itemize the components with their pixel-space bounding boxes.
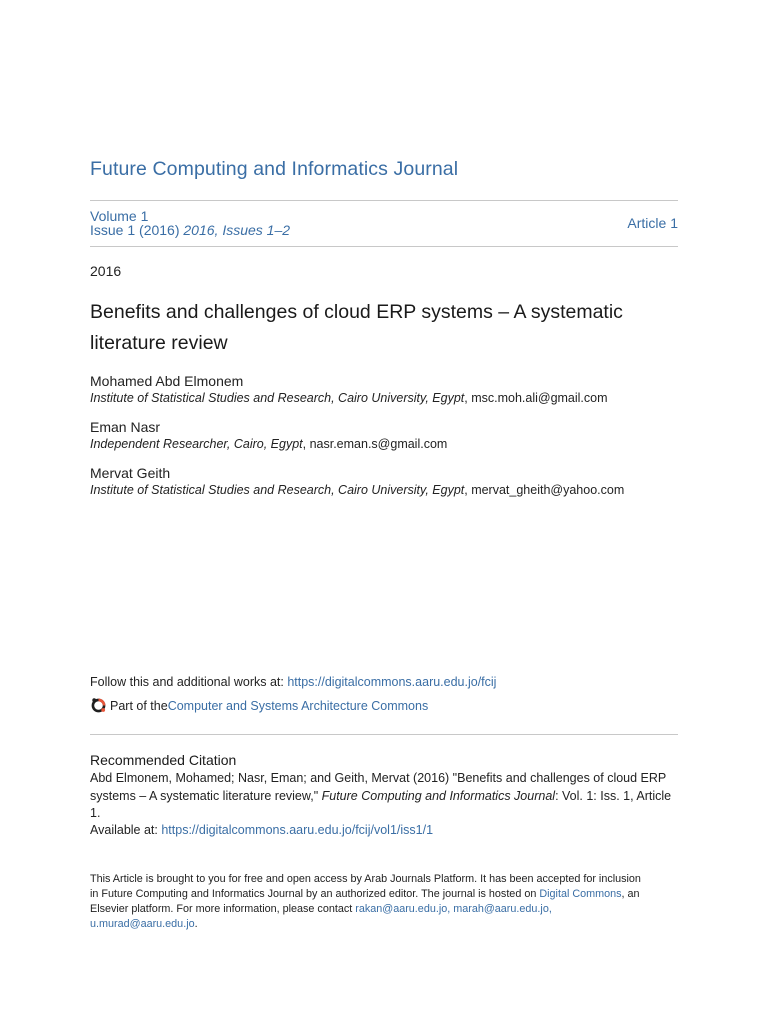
author-list bbox=[90, 373, 690, 511]
author-entry bbox=[90, 465, 690, 498]
follow-url-link[interactable]: https://digitalcommons.aaru.edu.jo/fcij bbox=[287, 675, 497, 689]
author-affiliation bbox=[90, 390, 690, 406]
part-of-label: Part of the bbox=[110, 698, 168, 713]
volume-link[interactable]: Volume 1 bbox=[90, 208, 149, 224]
author-entry bbox=[90, 373, 690, 406]
divider-top bbox=[90, 200, 678, 201]
digital-commons-link[interactable]: Digital Commons bbox=[539, 888, 622, 900]
volume-info bbox=[90, 209, 290, 237]
network-commons-icon bbox=[90, 697, 107, 714]
author-email: , mervat_gheith@yahoo.com bbox=[464, 483, 625, 497]
citation-text bbox=[90, 770, 680, 823]
author-affiliation bbox=[90, 482, 690, 498]
journal-title-link[interactable]: Future Computing and Informatics Journal bbox=[90, 158, 459, 180]
citation-text-end: : Vol. 1: Iss. 1, Article 1. bbox=[90, 788, 672, 820]
author-entry bbox=[90, 419, 690, 452]
affiliation-text: Institute of Statistical Studies and Research, Cairo University, Egypt bbox=[90, 483, 465, 497]
notice-text: . bbox=[194, 918, 198, 930]
issue-link[interactable] bbox=[90, 223, 290, 237]
affiliation-text: Independent Researcher, Cairo, Egypt bbox=[90, 437, 303, 451]
article-number-link[interactable]: Article 1 bbox=[627, 215, 678, 231]
follow-line bbox=[90, 675, 496, 689]
author-email: , nasr.eman.s@gmail.com bbox=[302, 437, 448, 451]
author-name: Eman Nasr bbox=[90, 419, 161, 435]
access-notice bbox=[90, 872, 650, 932]
available-label: Available at: bbox=[90, 823, 162, 837]
author-email: , msc.moh.ali@gmail.com bbox=[464, 391, 608, 405]
notice-text: , an Elsevier platform. For more information, please contact bbox=[90, 888, 640, 915]
article-title: Benefits and challenges of cloud ERP systems – A systematic literature review bbox=[90, 301, 623, 354]
issue-label: Issue 1 (2016) bbox=[90, 222, 180, 238]
publication-year: 2016 bbox=[90, 263, 122, 279]
notice-text: This Article is brought to you for free and open access by Arab Journals Platform. It has been accepted for inclusion in Future Computing and Informatics Journal by an authorized editor. The journal is hosted on bbox=[90, 873, 641, 900]
citation-heading: Recommended Citation bbox=[90, 752, 237, 768]
divider-mid bbox=[90, 246, 678, 247]
available-url-link[interactable]: https://digitalcommons.aaru.edu.jo/fcij/vol1/iss1/1 bbox=[161, 823, 434, 837]
citation-text-start: Abd Elmonem, Mohamed; Nasr, Eman; and Geith, Mervat (2016) "Benefits and challenges of cloud ERP systems – A systematic literature review," bbox=[90, 771, 667, 803]
issue-subtitle: 2016, Issues 1–2 bbox=[183, 222, 291, 238]
affiliation-text: Institute of Statistical Studies and Research, Cairo University, Egypt bbox=[90, 391, 465, 405]
author-affiliation bbox=[90, 436, 690, 452]
divider-bottom bbox=[90, 734, 678, 735]
available-at-line bbox=[90, 823, 433, 837]
author-name: Mervat Geith bbox=[90, 465, 171, 481]
author-name: Mohamed Abd Elmonem bbox=[90, 373, 244, 389]
commons-link[interactable]: Computer and Systems Architecture Commons bbox=[167, 698, 429, 713]
citation-journal: Future Computing and Informatics Journal bbox=[321, 788, 556, 803]
part-of-line bbox=[90, 697, 428, 714]
contact-email-links[interactable]: rakan@aaru.edu.jo, marah@aaru.edu.jo, u.murad@aaru.edu.jo bbox=[90, 903, 552, 930]
follow-label: Follow this and additional works at: bbox=[90, 675, 288, 689]
